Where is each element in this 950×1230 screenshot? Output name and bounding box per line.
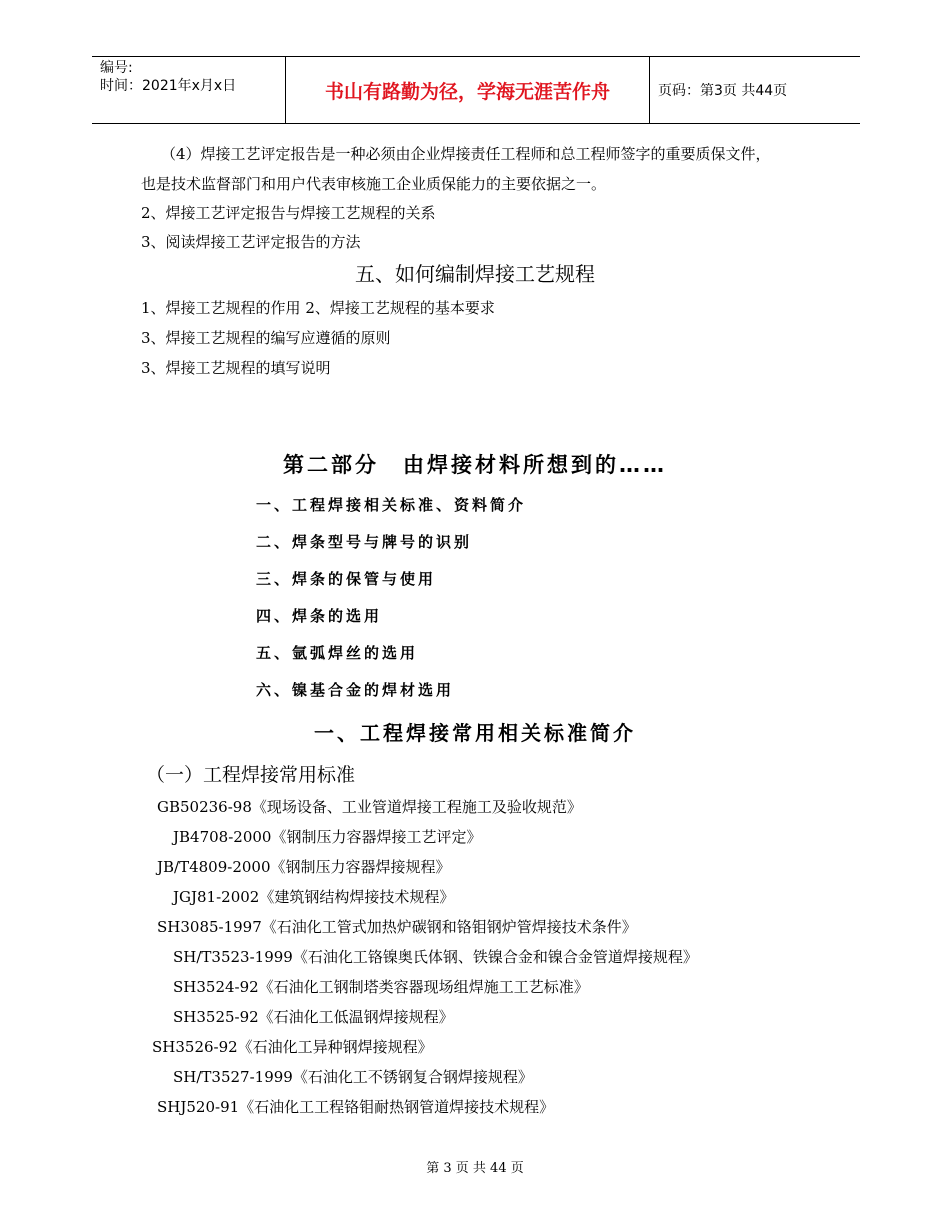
page-footer: 第 3 页 共 44 页 (426, 1161, 524, 1176)
time-label: 时间：2021年x月x日 (100, 78, 237, 94)
standard-item: JB4708-2000《钢制压力容器焊接工艺评定》 (173, 828, 482, 846)
paragraph-line: 也是技术监督部门和用户代表审核施工企业质保能力的主要依据之一。 (141, 175, 607, 193)
toc-item: 四、焊条的选用 (256, 607, 383, 625)
toc-item: 三、焊条的保管与使用 (256, 570, 437, 588)
list-item: 3、焊接工艺规程的编写应遵循的原则 (141, 329, 391, 347)
standard-item: SH3526-92《石油化工异种钢焊接规程》 (152, 1038, 433, 1056)
paragraph-line: （4）焊接工艺评定报告是一种必须由企业焊接责任工程师和总工程师签字的重要质保文件， (161, 145, 771, 163)
document-header (92, 56, 860, 124)
list-item: 3、焊接工艺规程的填写说明 (141, 359, 331, 377)
part-two-title: 第二部分 由焊接材料所想到的…… (283, 453, 667, 477)
toc-item: 一、工程焊接相关标准、资料简介 (256, 496, 527, 514)
toc-item: 五、氩弧焊丝的选用 (256, 644, 419, 662)
list-item: 1、焊接工艺规程的作用 2、焊接工艺规程的基本要求 (141, 299, 495, 317)
section-five-title: 五、如何编制焊接工艺规程 (355, 262, 595, 286)
standard-item: JB/T4809-2000《钢制压力容器焊接规程》 (157, 858, 451, 876)
header-page-label: 页码：第3页 共44页 (658, 83, 788, 99)
header-motto: 书山有路勤为径，学海无涯苦作舟 (286, 57, 650, 123)
section-one-title: 一、工程焊接常用相关标准简介 (314, 721, 636, 745)
list-item: 3、阅读焊接工艺评定报告的方法 (141, 233, 361, 251)
toc-item: 二、焊条型号与牌号的识别 (256, 533, 473, 551)
standard-item: GB50236-98《现场设备、工业管道焊接工程施工及验收规范》 (157, 798, 582, 816)
standard-item: SH/T3523-1999《石油化工铬镍奥氏体钢、铁镍合金和镍合金管道焊接规程》 (173, 948, 698, 966)
standard-item: SH/T3527-1999《石油化工不锈钢复合钢焊接规程》 (173, 1068, 533, 1086)
subsection-title: （一）工程焊接常用标准 (146, 764, 356, 786)
toc-item: 六、镍基合金的焊材选用 (256, 681, 455, 699)
standard-item: SH3525-92《石油化工低温钢焊接规程》 (173, 1008, 454, 1026)
standard-item: SH3524-92《石油化工钢制塔类容器现场组焊施工工艺标准》 (173, 978, 589, 996)
list-item: 2、焊接工艺评定报告与焊接工艺规程的关系 (141, 204, 436, 222)
standard-item: JGJ81-2002《建筑钢结构焊接技术规程》 (173, 888, 455, 906)
header-meta-cell (92, 57, 286, 123)
standard-item: SH3085-1997《石油化工管式加热炉碳钢和铬钼钢炉管焊接技术条件》 (157, 918, 637, 936)
standard-item: SHJ520-91《石油化工工程铬钼耐热钢管道焊接技术规程》 (157, 1098, 555, 1116)
number-label: 编号: (100, 60, 133, 76)
